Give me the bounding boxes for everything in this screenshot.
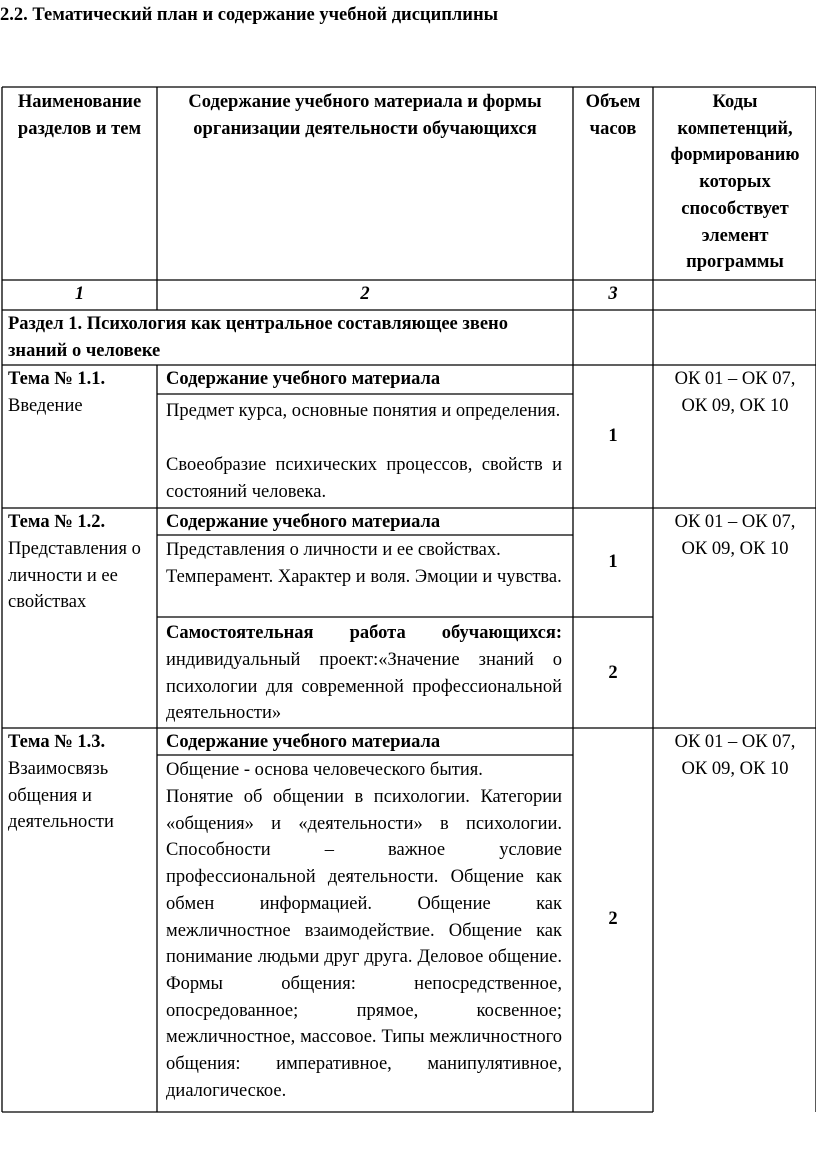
- page-title: 2.2. Тематический план и содержание учебной дисциплины: [0, 5, 499, 25]
- topic-3-content-header: Содержание учебного материала: [166, 732, 441, 752]
- topic-2-self-work-text: индивидуальный проект:«Значение знаний о психологии для современной профессиональной деятельности»: [166, 650, 562, 724]
- col-number-2: 2: [360, 284, 370, 304]
- section-title: Раздел 1. Психология как центральное составляющее звено знаний о человеке: [8, 314, 508, 361]
- header-col1: Наименование разделов и тем: [17, 92, 142, 139]
- topic-2-content: Представления о личности и ее свойствах.: [166, 540, 501, 560]
- topic-1-content: Предмет курса, основные понятия и определения.: [166, 401, 561, 421]
- topic-2-self-work-label: Самостоятельная работа обучающихся:: [166, 623, 562, 643]
- col-number-1: 1: [74, 284, 85, 304]
- topic-3-content: Общение - основа человеческого бытия.: [166, 760, 483, 780]
- header-col4: Коды компетенций, формированию которых способствует элемент программы: [670, 92, 800, 273]
- topic-2-name: Представления о личности и ее свойствах: [8, 539, 141, 613]
- topic-1-content-2: Своеобразие психических процессов, свойств и состояний человека.: [166, 455, 562, 502]
- topic-1-content-header: Содержание учебного материала: [166, 369, 441, 389]
- topic-1-hours: 1: [608, 426, 618, 446]
- topic-3-codes: ОК 01 – ОК 07, ОК 09, ОК 10: [674, 732, 796, 779]
- topic-3-title: Тема № 1.3.: [8, 732, 106, 752]
- header-col3: Объем часов: [585, 92, 641, 139]
- topic-2-content-header: Содержание учебного материала: [166, 512, 441, 532]
- topic-2-codes: ОК 01 – ОК 07, ОК 09, ОК 10: [674, 512, 796, 559]
- topic-2-title: Тема № 1.2.: [8, 512, 106, 532]
- topic-1-codes: ОК 01 – ОК 07, ОК 09, ОК 10: [674, 369, 796, 416]
- topic-2-self-work-hours: 2: [608, 663, 618, 683]
- col-number-3: 3: [608, 284, 618, 304]
- topic-3-hours: 2: [608, 909, 618, 929]
- topic-2-hours: 1: [608, 552, 618, 572]
- topic-3-name: Взаимосвязь общения и деятельности: [8, 759, 114, 833]
- topic-3-content-2: Понятие об общении в психологии. Категории «общения» и «деятельности» в психологии. Способности – важное условие профессиональной деятельности. Общение как обмен информацией. Общение как межличностное взаимодействие. Общение как понимание людьми друг друга. Деловое общение. Формы общения: непосредственное, опосредованное; прямое, косвенное; межличностное, массовое. Типы межличностного общения: императивное, манипулятивное, диалогическое.: [166, 787, 562, 1101]
- header-col2: Содержание учебного материала и формы организации деятельности обучающихся: [188, 92, 542, 139]
- topic-1-title: Тема № 1.1.: [8, 369, 106, 389]
- topic-1-name: Введение: [8, 396, 83, 416]
- topic-2-content-2: Темперамент. Характер и воля. Эмоции и чувства.: [166, 567, 562, 587]
